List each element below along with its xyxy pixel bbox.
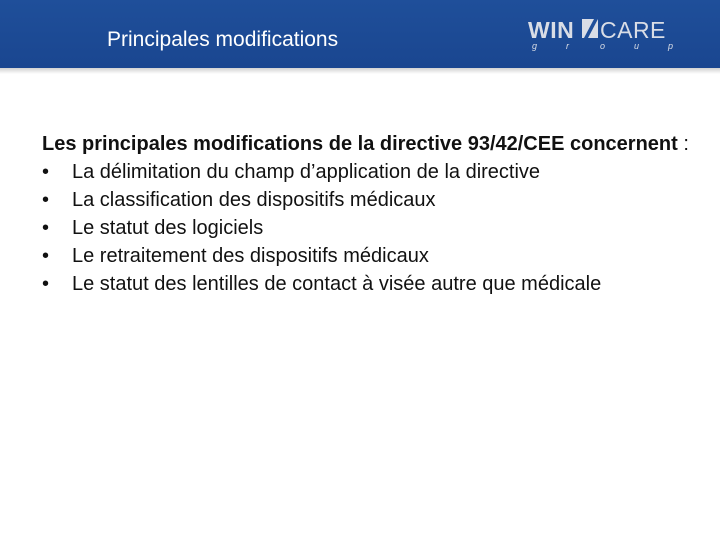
bullet-mark: • <box>42 189 50 211</box>
bullet-item <box>42 214 692 242</box>
bullet-mark: • <box>42 245 50 267</box>
logo-tagline-letter: o <box>600 41 606 51</box>
logo-word-left: WIN <box>528 17 575 43</box>
bullet-text: La délimitation du champ d’application de la directive <box>72 161 541 183</box>
bullet-text: Le retraitement des dispositifs médicaux <box>72 245 429 267</box>
wincare-logo <box>528 14 678 54</box>
bullet-item <box>42 270 692 298</box>
logo-tagline-letter: p <box>668 41 674 51</box>
bullet-mark: • <box>42 217 50 239</box>
bullet-text: Le statut des logiciels <box>72 217 264 239</box>
logo-tagline-letter: g <box>532 41 538 51</box>
bullet-item <box>42 242 692 270</box>
header-shadow <box>0 68 720 74</box>
logo-word-right: CARE <box>600 17 666 43</box>
bullet-item <box>42 158 692 186</box>
bullet-text: Le statut des lentilles de contact à visée autre que médicale <box>72 273 602 295</box>
intro-tail-text: : <box>677 133 689 155</box>
slide-title: Principales modifications <box>107 28 339 51</box>
slide-body <box>42 130 692 298</box>
bullet-text: La classification des dispositifs médicaux <box>72 189 436 211</box>
wincare-logo-graphic <box>528 14 678 54</box>
intro-paragraph <box>42 130 692 158</box>
logo-tagline-letter: r <box>566 41 569 51</box>
bullet-mark: • <box>42 273 50 295</box>
bullet-mark: • <box>42 161 50 183</box>
logo-tagline-letter: u <box>634 41 640 51</box>
logo-slash-mark <box>582 19 598 38</box>
bullet-item <box>42 186 692 214</box>
bullet-list <box>42 158 692 298</box>
intro-bold-text: Les principales modifications de la directive 93/42/CEE concernent <box>42 133 678 155</box>
